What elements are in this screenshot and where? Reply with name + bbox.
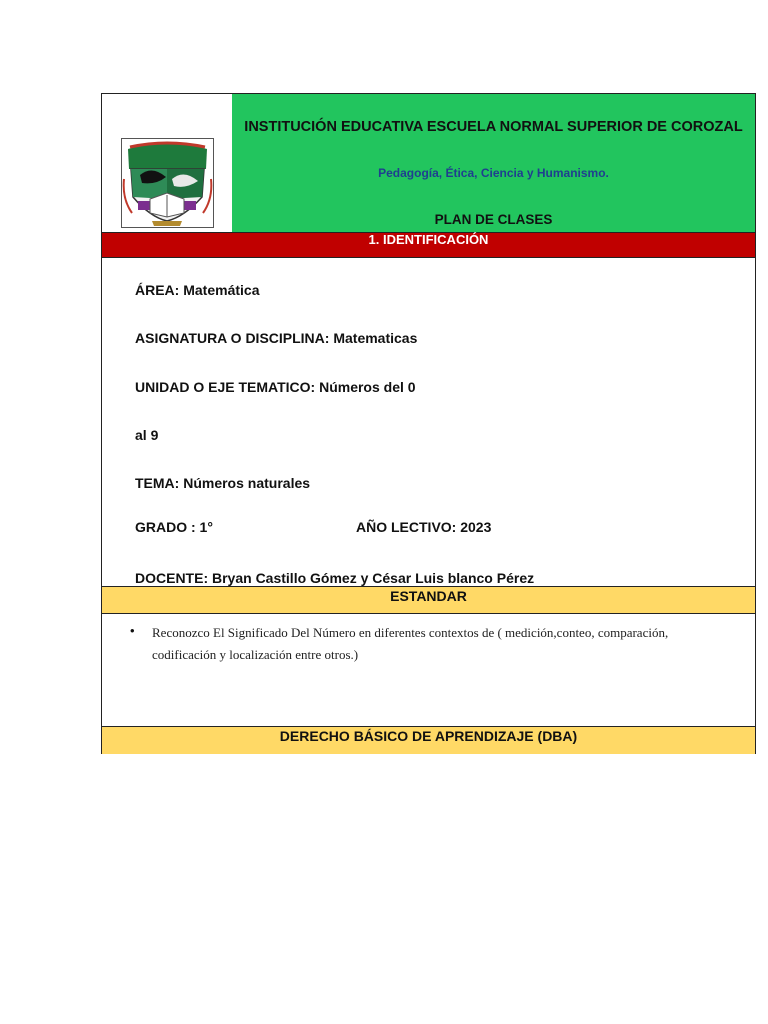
- shield-icon: [122, 139, 213, 227]
- unit-field-continuation: al 9: [135, 427, 159, 443]
- school-shield-logo: [121, 138, 214, 228]
- plan-title: PLAN DE CLASES: [434, 212, 553, 227]
- standard-bar: ESTANDAR: [102, 586, 755, 614]
- bullet-icon: •: [130, 623, 135, 638]
- institution-header: [232, 94, 755, 232]
- subject-field: ASIGNATURA O DISCIPLINA: Matematicas: [135, 330, 418, 346]
- lesson-plan-document: [101, 93, 756, 754]
- unit-field: UNIDAD O EJE TEMATICO: Números del 0: [135, 379, 416, 395]
- identification-bar: 1. IDENTIFICACIÓN: [102, 232, 755, 258]
- standard-text: Reconozco El Significado Del Número en diferentes contextos de ( medición,conteo, comparación, codificación y localización entre otros.): [152, 625, 669, 662]
- area-field: ÁREA: Matemática: [135, 282, 260, 298]
- school-year-field: AÑO LECTIVO: 2023: [356, 519, 492, 535]
- header-row: [102, 94, 755, 232]
- institution-motto: Pedagogía, Ética, Ciencia y Humanismo.: [378, 166, 609, 180]
- standard-section: [102, 614, 755, 726]
- dba-bar: DERECHO BÁSICO DE APRENDIZAJE (DBA): [102, 726, 755, 754]
- grade-field: GRADO : 1°: [135, 519, 213, 535]
- topic-field: TEMA: Números naturales: [135, 475, 311, 491]
- logo-cell: [102, 94, 233, 232]
- institution-name: INSTITUCIÓN EDUCATIVA ESCUELA NORMAL SUPERIOR DE COROZAL: [244, 119, 743, 135]
- identification-section: [102, 258, 755, 587]
- teacher-field: DOCENTE: Bryan Castillo Gómez y César Luis blanco Pérez: [135, 570, 535, 586]
